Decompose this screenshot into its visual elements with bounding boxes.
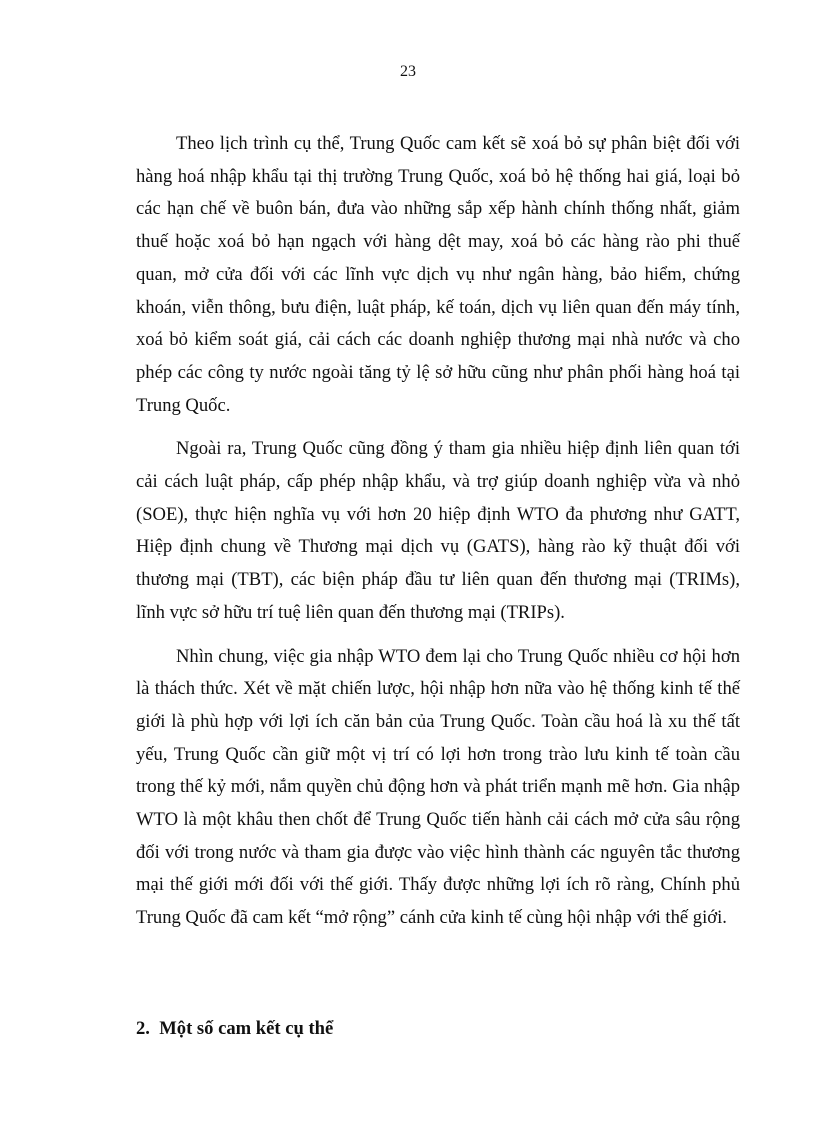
paragraph-3: Nhìn chung, việc gia nhập WTO đem lại cho Trung Quốc nhiều cơ hội hơn là thách thức. Xét về mặt chiến lược, hội nhập hơn nữa vào hệ thống kinh tế thế giới là phù hợp với lợi ích căn bản của Trung Quốc. Toàn cầu hoá là xu thế tất yếu, Trung Quốc cần giữ một vị trí có lợi hơn trong trào lưu kinh tế toàn cầu trong thế kỷ mới, nắm quyền chủ động hơn và phát triển mạnh mẽ hơn. Gia nhập WTO là một khâu then chốt để Trung Quốc tiến hành cải cách mở cửa sâu rộng đối với trong nước và tham gia được vào việc hình thành các nguyên tắc thương mại thế giới mới đối với thế giới. Thấy được những lợi ích rõ ràng, Chính phủ Trung Quốc đã cam kết “mở rộng” cánh cửa kinh tế cùng hội nhập với thế giới. — [136, 645, 740, 929]
section-heading: 2. Một số cam kết cụ thể — [136, 1018, 334, 1039]
page-number: 23 — [400, 63, 416, 80]
paragraph-2: Ngoài ra, Trung Quốc cũng đồng ý tham gia nhiều hiệp định liên quan tới cải cách luật pháp, cấp phép nhập khẩu, và trợ giúp doanh nghiệp vừa và nhỏ (SOE), thực hiện nghĩa vụ với hơn 20 hiệp định WTO đa phương như GATT, Hiệp định chung về Thương mại dịch vụ (GATS), hàng rào kỹ thuật đối với thương mại (TBT), các biện pháp đầu tư liên quan đến thương mại (TRIMs), lĩnh vực sở hữu trí tuệ liên quan đến thương mại (TRIPs). — [136, 438, 740, 623]
paragraph-1: Theo lịch trình cụ thể, Trung Quốc cam kết sẽ xoá bỏ sự phân biệt đối với hàng hoá nhập khẩu tại thị trường Trung Quốc, xoá bỏ hệ thống hai giá, loại bỏ các hạn chế về buôn bán, đưa vào những sắp xếp hành chính thống nhất, giảm thuế hoặc xoá bỏ hạn ngạch với hàng dệt may, xoá bỏ các hàng rào phi thuế quan, mở cửa đối với các lĩnh vực dịch vụ như ngân hàng, bảo hiểm, chứng khoán, viễn thông, bưu điện, luật pháp, kế toán, dịch vụ liên quan đến máy tính, xoá bỏ kiểm soát giá, cải cách các doanh nghiệp thương mại nhà nước và cho phép các công ty nước ngoài tăng tỷ lệ sở hữu cũng như phân phối hàng hoá tại Trung Quốc. — [136, 133, 740, 416]
body-text — [136, 128, 740, 946]
